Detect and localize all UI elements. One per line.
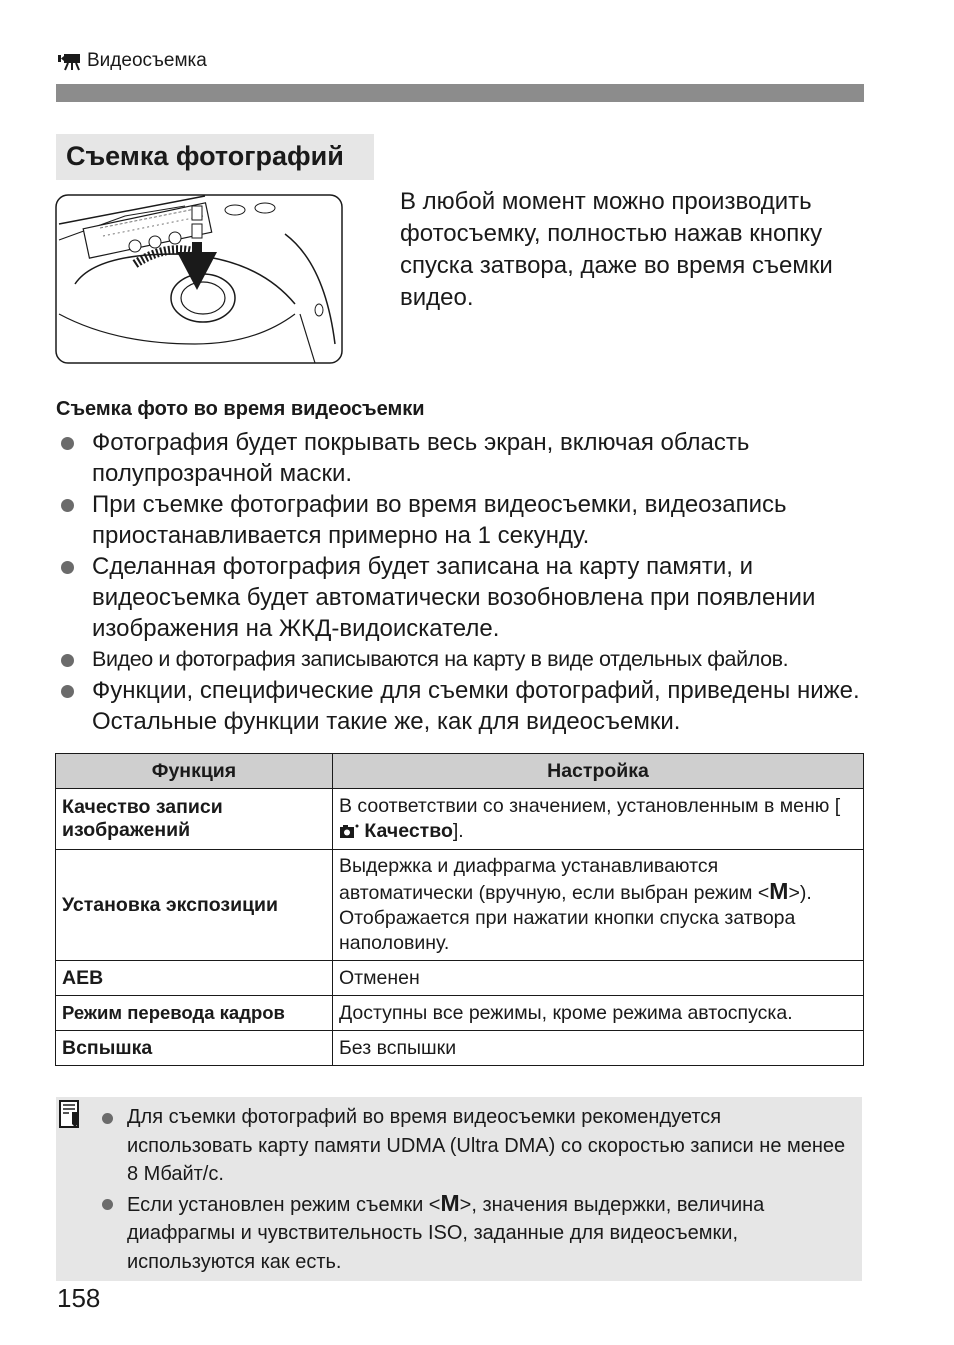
subsection-title: Съемка фото во время видеосъемки <box>56 398 425 420</box>
bullet-icon <box>61 561 74 574</box>
function-cell: AEB <box>56 961 333 996</box>
function-table <box>55 753 864 1066</box>
table-row <box>56 961 864 996</box>
header-label: Видеосъемка <box>87 50 207 71</box>
bullet-icon <box>102 1113 113 1124</box>
bullet-icon <box>102 1199 113 1210</box>
table-header-row <box>56 754 864 789</box>
header-bar <box>56 84 864 102</box>
note-icon <box>58 1099 82 1129</box>
bullet-icon <box>61 685 74 698</box>
section-title: Съемка фотографий <box>56 134 374 180</box>
column-header-function: Функция <box>56 754 333 789</box>
function-cell: Установка экспозиции <box>56 850 333 961</box>
shooting-menu-icon <box>339 823 359 839</box>
list-item: Фотография будет покрывать весь экран, включая область полупрозрачной маски. <box>56 427 876 489</box>
function-cell: Вспышка <box>56 1031 333 1066</box>
bullet-icon <box>61 499 74 512</box>
running-header <box>57 50 207 72</box>
notes-list <box>100 1103 850 1276</box>
bullet-icon <box>61 437 74 450</box>
list-item: При съемке фотографии во время видеосъемки, видеозапись приостанавливается примерно на 1 секунду. <box>56 489 876 551</box>
bullet-icon <box>61 654 74 667</box>
list-item: Сделанная фотография будет записана на карту памяти, и видеосъемка будет автоматически возобновлена при появлении изображения на ЖКД-видоискателе. <box>56 551 876 644</box>
page-number: 158 <box>57 1283 101 1313</box>
list-item: Для съемки фотографий во время видеосъемки рекомендуется использовать карту памяти UDMA (Ultra DMA) со скоростью записи не менее 8 Мбайт/с. <box>100 1103 850 1189</box>
table-row <box>56 996 864 1031</box>
table-row <box>56 850 864 961</box>
bullet-list <box>56 427 876 737</box>
intro-text: В любой момент можно производить фотосъемку, полностью нажав кнопку спуска затвора, даже во время съемки видео. <box>400 188 833 311</box>
camera-shutter-illustration <box>55 194 343 364</box>
setting-cell: Доступны все режимы, кроме режима автоспуска. <box>333 996 864 1031</box>
setting-cell: Без вспышки <box>333 1031 864 1066</box>
setting-cell: Выдержка и диафрагма устанавливаются автоматически (вручную, если выбран режим <M>). Отображается при нажатии кнопки спуска затвора наполовину. <box>333 850 864 961</box>
list-item: Функции, специфические для съемки фотографий, приведены ниже. Остальные функции такие же, как для видеосъемки. <box>56 675 876 737</box>
function-cell: Режим перевода кадров <box>56 996 333 1031</box>
manual-mode-icon: M <box>769 878 789 904</box>
list-item: Видео и фотография записываются на карту в виде отдельных файлов. <box>56 644 876 675</box>
setting-cell: В соответствии со значением, установленным в меню [ Качество]. <box>333 789 864 850</box>
movie-camera-icon <box>57 51 81 71</box>
column-header-setting: Настройка <box>333 754 864 789</box>
manual-mode-icon: M <box>440 1189 460 1216</box>
notes-box <box>56 1097 862 1281</box>
table-row <box>56 789 864 850</box>
setting-cell: Отменен <box>333 961 864 996</box>
table-row <box>56 1031 864 1066</box>
list-item: Если установлен режим съемки <M>, значения выдержки, величина диафрагмы и чувствительность ISO, заданные для видеосъемки, используются как есть. <box>100 1189 850 1277</box>
function-cell: Качество записи изображений <box>56 789 333 850</box>
